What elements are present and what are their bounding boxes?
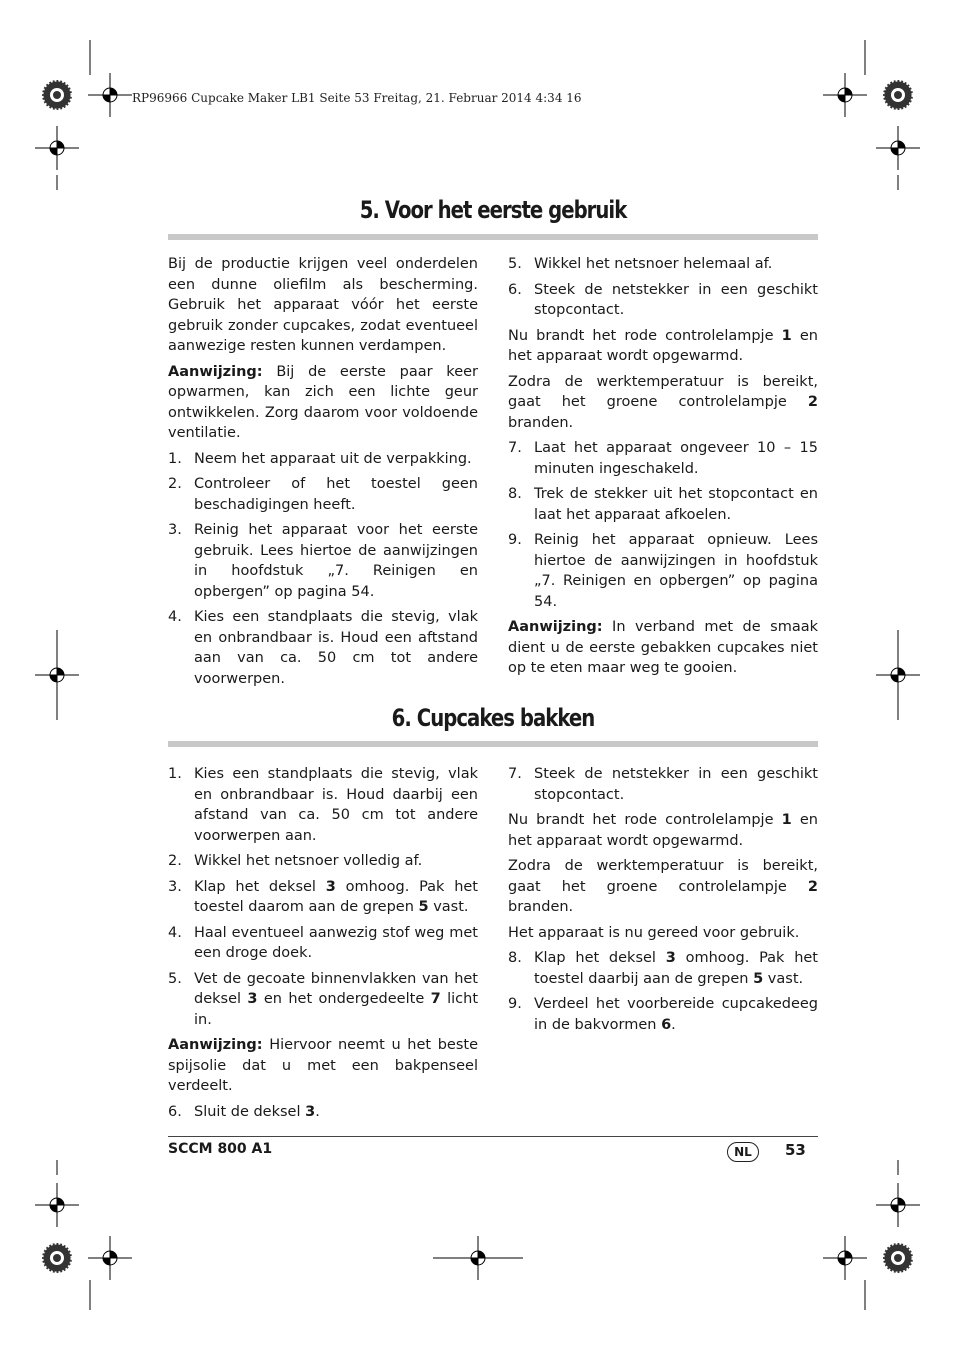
list-item: 1. Neem het apparaat uit de verpakking. [168,450,472,467]
sub-paragraph: Zodra de werktemperatuur is bereikt, gaat het groene controlelampje 2 branden. [508,858,818,915]
section-5-title: 5. Voor het eerste gebruik [359,196,627,224]
note-paragraph [168,1035,478,1097]
note-paragraph [168,362,478,444]
section-5-rule [168,234,818,240]
note-paragraph [508,617,818,679]
list-item: 7. Steek de netstekker in een geschikt stopcontact. [508,766,818,803]
section-6-right-column [508,764,818,1040]
section-6-title: 6. Cupcakes bakken [391,704,595,732]
list-item: 7. Laat het apparaat ongeveer 10 – 15 minuten ingeschakeld. [508,440,818,477]
note-text: Hiervoor neemt u het beste spijsolie dat u met een bakpenseel verdeelt. [168,1037,478,1094]
page-number: 53 [785,1141,806,1159]
note-label: Aanwijzing: [508,619,603,635]
print-slug: RP96966 Cupcake Maker LB1 Seite 53 Freitag, 21. Februar 2014 4:34 16 [132,91,582,105]
list-item: 4. Kies een standplaats die stevig, vlak en onbrandbaar is. Houd een aftstand aan van ca. 50 cm tot andere voorwerpen. [168,609,478,687]
language-badge: NL [727,1142,759,1162]
list-item: 3. Reinig het apparaat voor het eerste gebruik. Lees hiertoe de aanwijzingen in hoofdstuk „7. Reinigen en opbergen” op pagina 54. [168,522,478,600]
list-item: 2. Controleer of het toestel geen beschadigingen heeft. [168,476,478,513]
list-item: 6. Sluit de deksel 3. [168,1103,320,1120]
section-5-right-column [508,254,818,684]
list-item: 9. Verdeel het voorbereide cupcakedeeg in de bakvormen 6. [508,996,818,1033]
list-item: 6. Steek de netstekker in een geschikt stopcontact. [508,281,818,318]
sub-paragraph: Nu brandt het rode controlelampje 1 en het apparaat wordt opgewarmd. [508,812,818,849]
model-number: SCCM 800 A1 [168,1141,273,1157]
section-6-left-column [168,764,478,1127]
list-item: 9. Reinig het apparaat opnieuw. Lees hiertoe de aanwijzingen in hoofdstuk „7. Reinigen en opbergen” op pagina 54. [508,532,818,610]
list-item: 5. Vet de gecoate binnenvlakken van het deksel 3 en het ondergedeelte 7 licht in. [168,970,479,1028]
list-item: 1. Kies een standplaats die stevig, vlak en onbrandbaar is. Houd daarbij een afstand van ca. 50 cm tot andere voorwerpen aan. [168,766,478,844]
note-text: In verband met de smaak dient u de eerste gebakken cupcakes niet op te eten maar weg te gooien. [508,619,818,676]
intro-paragraph: Bij de productie krijgen veel onderdelen een dunne oliefilm als bescherming. Gebruik het apparaat vóór het eerste gebruik zonder cupcakes, zodat eventueel aanwezige resten kunnen verdampen. [168,256,478,354]
note-text: Bij de eerste paar keer opwarmen, kan zich een lichte geur ontwikkelen. Zorg daarom voor voldoende ventilatie. [168,363,478,441]
list-item: 8. Trek de stekker uit het stopcontact en laat het apparaat afkoelen. [508,486,818,523]
sub-paragraph: Het apparaat is nu gereed voor gebruik. [508,924,800,941]
note-label: Aanwijzing: [168,1037,263,1053]
note-label: Aanwijzing: [168,363,263,380]
section-6-rule [168,741,818,747]
list-item: 8. Klap het deksel 3 omhoog. Pak het toestel daarbij aan de grepen 5 vast. [508,950,818,987]
list-item: 2. Wikkel het netsnoer volledig af. [168,853,423,869]
list-item: 5. Wikkel het netsnoer helemaal af. [508,256,773,272]
sub-paragraph: Zodra de werktemperatuur is bereikt, gaat het groene controlelampje 2 branden. [508,373,818,431]
footer-rule [168,1136,818,1137]
sub-paragraph: Nu brandt het rode controlelampje 1 en het apparaat wordt opgewarmd. [508,327,818,364]
list-item: 4. Haal eventueel aanwezig stof weg met een droge doek. [168,924,478,961]
section-5-left-column [168,254,478,694]
list-item: 3. Klap het deksel 3 omhoog. Pak het toestel daarom aan de grepen 5 vast. [168,878,478,915]
